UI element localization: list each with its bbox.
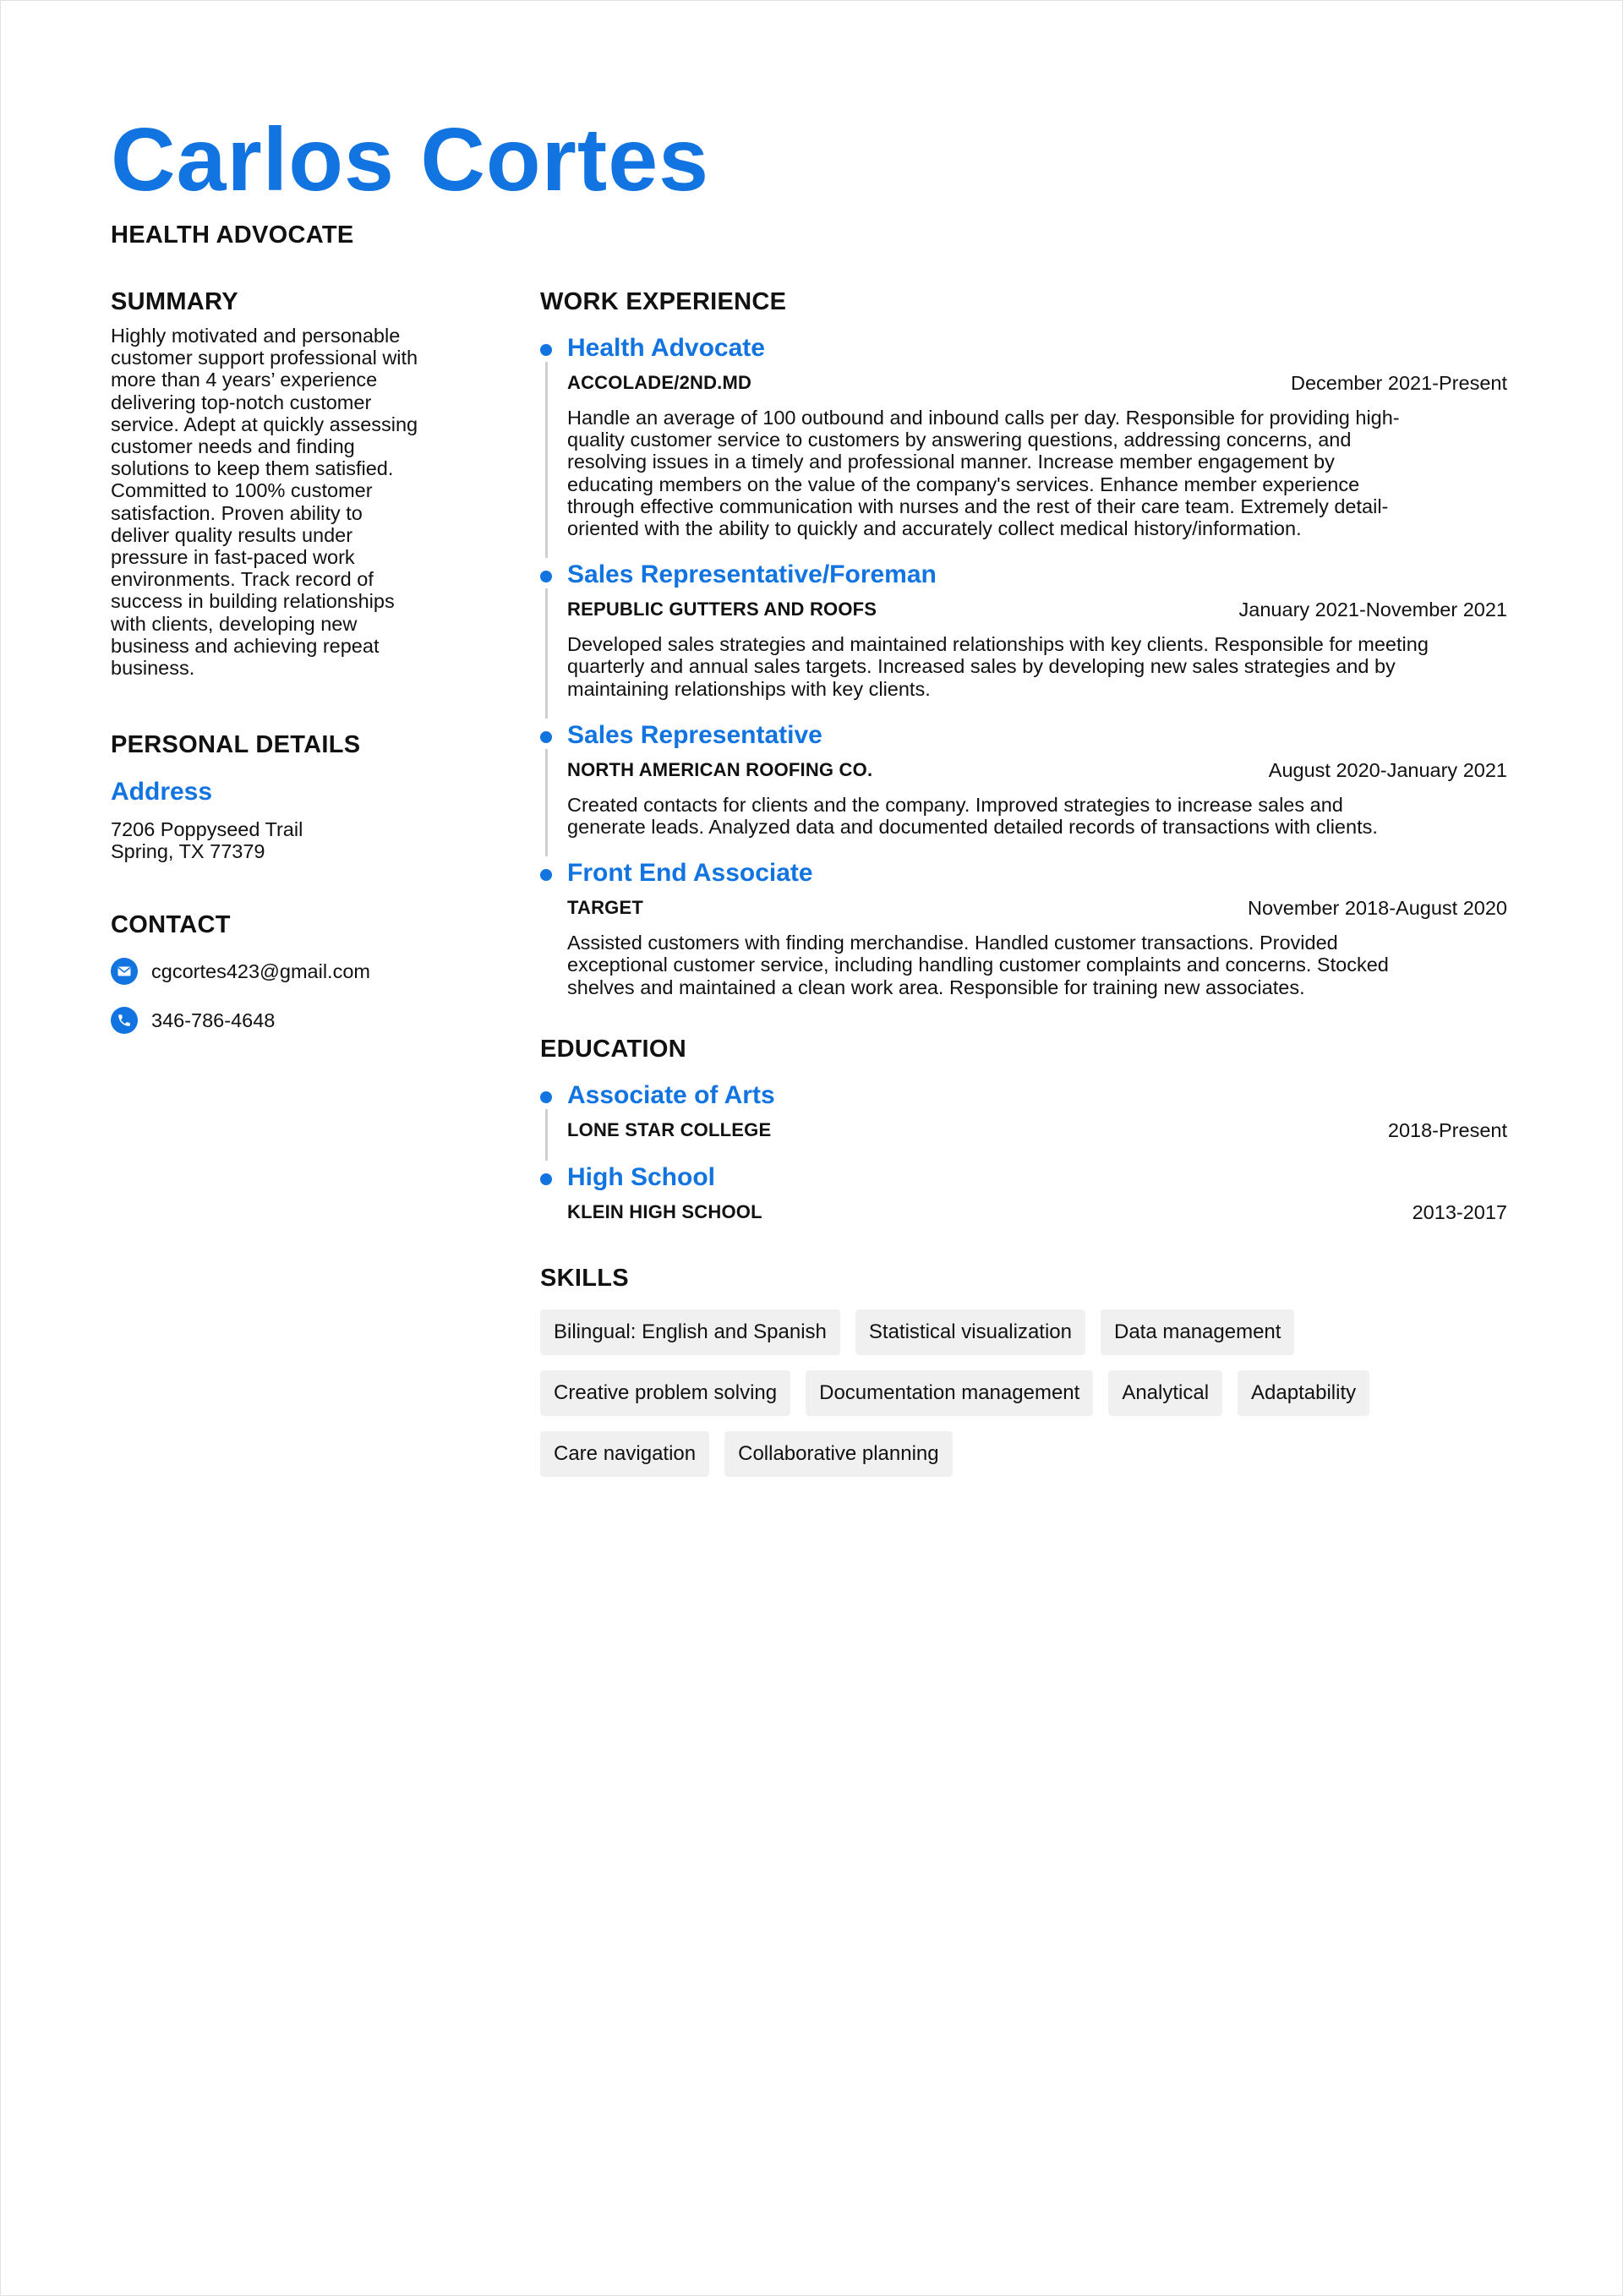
- summary-line: Committed to 100% customer: [111, 479, 373, 502]
- skill-chip: Care navigation: [540, 1431, 709, 1477]
- skill-chip: Adaptability: [1238, 1370, 1369, 1416]
- summary-line: customer needs and finding: [111, 435, 355, 458]
- address-label: Address: [111, 778, 213, 806]
- desc-line: shelves and maintained a clean work area. Responsible for training new associates.: [567, 976, 1305, 998]
- contact-section: [111, 911, 466, 1034]
- address-line-2: Spring, TX 77379: [111, 840, 265, 863]
- job-title: Front End Associate: [567, 859, 813, 888]
- education-dates: 2013-2017: [1412, 1200, 1507, 1223]
- job-description: [567, 633, 1507, 700]
- job-dates: December 2021-Present: [1290, 372, 1507, 394]
- job-dates: November 2018-August 2020: [1247, 897, 1507, 920]
- job-meta: [567, 759, 1507, 782]
- personal-details-title: PERSONAL DETAILS: [111, 731, 361, 759]
- timeline-dot: [540, 571, 552, 582]
- desc-line: Handle an average of 100 outbound and inbound calls per day. Responsible for providing high-: [567, 407, 1400, 429]
- envelope-icon: [111, 958, 138, 985]
- summary-line: business.: [111, 657, 195, 680]
- summary-line: success in building relationships: [111, 590, 395, 613]
- summary-line: solutions to keep them satisfied.: [111, 457, 394, 480]
- summary-line: environments. Track record of: [111, 568, 374, 591]
- timeline-line: [545, 362, 548, 558]
- skill-chip: Creative problem solving: [540, 1370, 790, 1416]
- summary-line: delivering top-notch customer: [111, 391, 372, 413]
- education-meta: [567, 1201, 1507, 1224]
- desc-line: quarterly and annual sales targets. Increased sales by developing new sales strategies and by: [567, 655, 1396, 678]
- skill-chip: Documentation management: [806, 1370, 1093, 1416]
- job-dates: January 2021-November 2021: [1238, 599, 1507, 621]
- candidate-name: Carlos Cortes: [111, 110, 710, 210]
- timeline-line: [545, 749, 548, 856]
- summary-line: pressure in fast-paced work: [111, 546, 355, 569]
- timeline-dot: [540, 1091, 552, 1103]
- work-experience-section: [540, 288, 1507, 998]
- degree-title: High School: [567, 1162, 715, 1191]
- timeline-dot: [540, 344, 552, 356]
- job-entry: [540, 331, 1507, 539]
- school-name: KLEIN HIGH SCHOOL: [567, 1200, 762, 1222]
- education-section: [540, 1036, 1507, 1224]
- left-column: [111, 288, 466, 1034]
- job-company: TARGET: [567, 897, 644, 919]
- candidate-role: HEALTH ADVOCATE: [111, 221, 354, 249]
- job-meta: [567, 897, 1507, 920]
- job-company: ACCOLADE/2ND.MD: [567, 372, 752, 393]
- timeline-dot: [540, 869, 552, 881]
- desc-line: Developed sales strategies and maintained relationships with key clients. Responsible for meeting: [567, 633, 1429, 656]
- education-entry: [540, 1079, 1507, 1142]
- desc-line: maintaining relationships with key clients.: [567, 677, 931, 700]
- summary-title: SUMMARY: [111, 288, 238, 315]
- skill-chip: Collaborative planning: [724, 1431, 953, 1477]
- summary-line: business and achieving repeat: [111, 634, 380, 657]
- education-timeline: [540, 1079, 1507, 1224]
- phone-text[interactable]: 346-786-4648: [151, 1009, 276, 1031]
- summary-section: [111, 288, 466, 679]
- phone-row[interactable]: [111, 1007, 466, 1034]
- email-text[interactable]: cgcortes423@gmail.com: [151, 959, 370, 982]
- skill-chip: Data management: [1101, 1309, 1294, 1355]
- work-timeline: [540, 331, 1507, 998]
- skills-list: [540, 1309, 1470, 1477]
- education-title: EDUCATION: [540, 1035, 686, 1063]
- contact-title: CONTACT: [111, 911, 231, 939]
- address-line-1: 7206 Poppyseed Trail: [111, 818, 303, 841]
- summary-line: with clients, developing new: [111, 612, 358, 635]
- timeline-line: [545, 1109, 548, 1161]
- desc-line: through effective communication with nurses and the rest of their care team. Extremely detail-: [567, 495, 1389, 517]
- desc-line: quality customer service to customers by answering questions, addressing concerns, and: [567, 429, 1352, 451]
- job-entry: [540, 558, 1507, 700]
- job-company: REPUBLIC GUTTERS AND ROOFS: [567, 599, 877, 620]
- summary-line: service. Adept at quickly assessing: [111, 413, 418, 435]
- education-entry: [540, 1161, 1507, 1224]
- summary-line: customer support professional with: [111, 347, 418, 369]
- timeline-line: [545, 588, 548, 719]
- skill-chip: Analytical: [1108, 1370, 1222, 1416]
- summary-line: satisfaction. Proven ability to: [111, 501, 363, 524]
- desc-line: Assisted customers with finding merchandise. Handled customer transactions. Provided: [567, 932, 1338, 954]
- degree-title: Associate of Arts: [567, 1080, 775, 1109]
- timeline-dot: [540, 1173, 552, 1185]
- resume-header: [111, 111, 709, 249]
- skills-section: [540, 1265, 1507, 1477]
- desc-line: oriented with the ability to quickly and accurately collect medical history/information.: [567, 517, 1302, 540]
- summary-line: deliver quality results under: [111, 523, 353, 546]
- skill-chip: Statistical visualization: [855, 1309, 1085, 1355]
- job-description: [567, 407, 1507, 539]
- job-title: Sales Representative/Foreman: [567, 560, 937, 589]
- summary-line: more than 4 years’ experience: [111, 369, 378, 391]
- phone-icon: [111, 1007, 138, 1034]
- skill-chip: Bilingual: English and Spanish: [540, 1309, 840, 1355]
- work-experience-title: WORK EXPERIENCE: [540, 288, 787, 315]
- desc-line: generate leads. Analyzed data and documented detailed records of transactions with clients.: [567, 816, 1378, 839]
- job-meta: [567, 372, 1507, 395]
- desc-line: Created contacts for clients and the company. Improved strategies to increase sales and: [567, 793, 1343, 816]
- job-description: [567, 932, 1507, 998]
- job-company: NORTH AMERICAN ROOFING CO.: [567, 758, 873, 780]
- summary-text: [111, 325, 466, 679]
- education-meta: [567, 1119, 1507, 1142]
- personal-details-section: [111, 731, 466, 862]
- job-description: [567, 794, 1507, 838]
- timeline-dot: [540, 731, 552, 743]
- desc-line: exceptional customer service, including handling customer complaints and concerns. Stocked: [567, 954, 1389, 976]
- desc-line: educating members on the value of the company's services. Enhance member experience: [567, 473, 1360, 495]
- desc-line: resolving issues in a timely and professional manner. Increase member engagement by: [567, 451, 1335, 473]
- job-title: Health Advocate: [567, 334, 765, 362]
- school-name: LONE STAR COLLEGE: [567, 1118, 772, 1140]
- education-dates: 2018-Present: [1387, 1118, 1507, 1141]
- job-entry: [540, 719, 1507, 838]
- skills-title: SKILLS: [540, 1264, 629, 1292]
- job-title: Sales Representative: [567, 720, 822, 749]
- job-dates: August 2020-January 2021: [1268, 758, 1507, 781]
- job-entry: [540, 856, 1507, 998]
- right-column: [540, 288, 1507, 1477]
- email-row[interactable]: [111, 958, 466, 985]
- job-meta: [567, 599, 1507, 621]
- summary-line: Highly motivated and personable: [111, 325, 401, 347]
